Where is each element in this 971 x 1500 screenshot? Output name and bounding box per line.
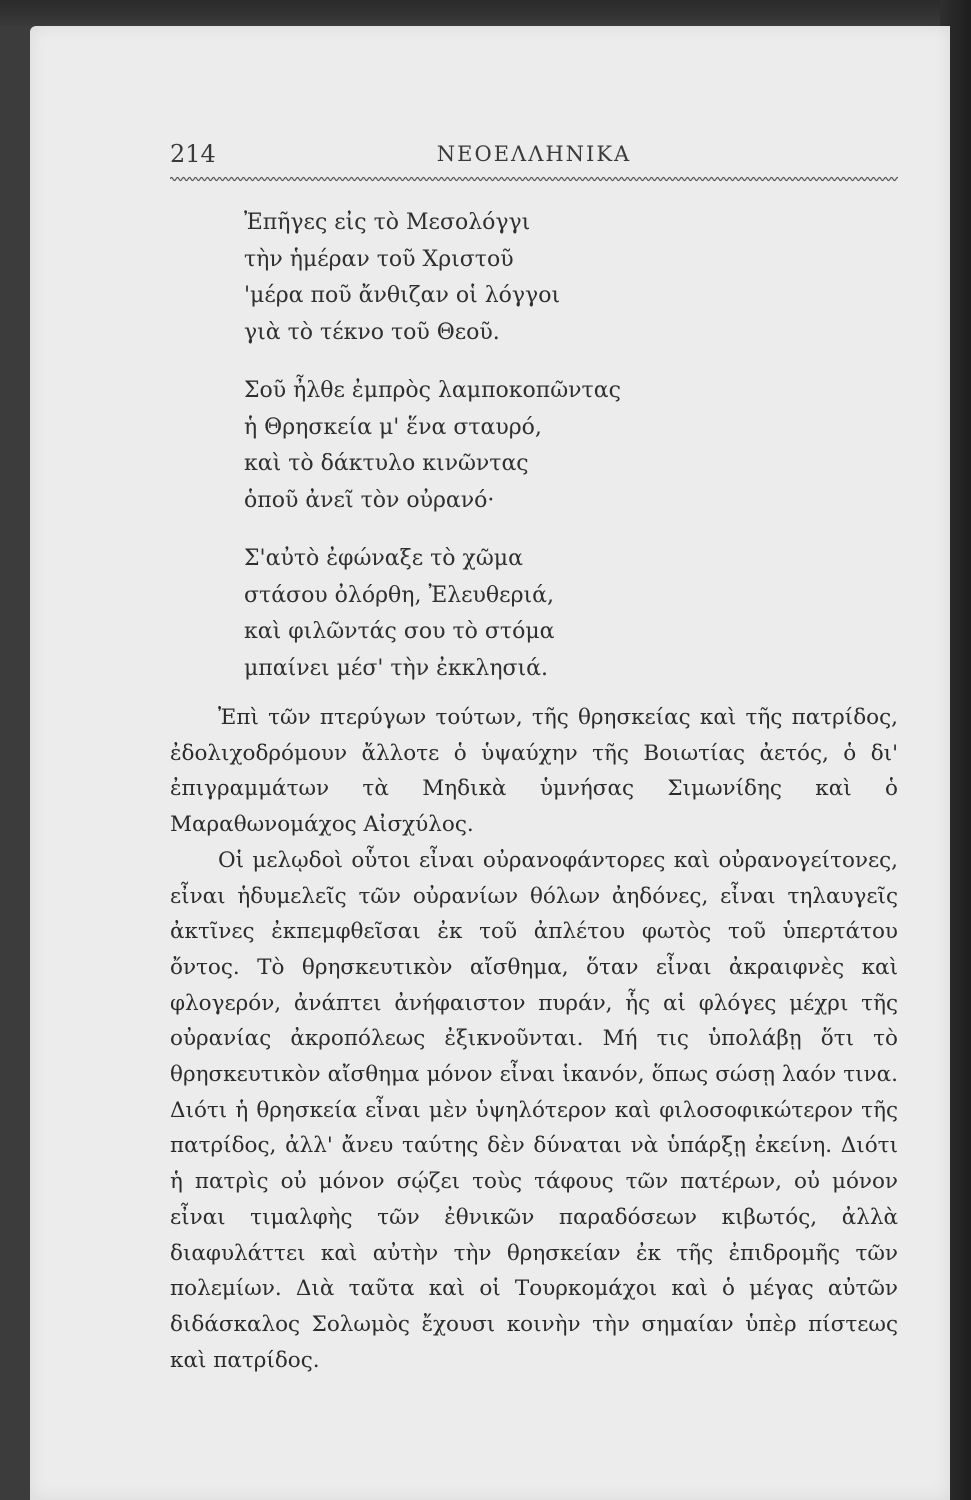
poem-line: Σοῦ ἦλθε ἐμπρὸς λαμποκοπῶντας: [244, 378, 621, 403]
page-header: [170, 140, 898, 176]
prose-body: [170, 700, 898, 1378]
poem-line: ἡ Θρησκεία μ' ἕνα σταυρό,: [244, 414, 542, 440]
poem-line: 'μέρα ποῦ ἄνθιζαν οἱ λόγγοι: [244, 283, 561, 308]
poem-line: μπαίνει μέσ' τὴν ἐκκλησιά.: [244, 655, 549, 681]
paragraph: Οἱ μελῳδοὶ οὗτοι εἶναι οὐρανοφάντορες καὶ οὐρανογείτονες, εἶναι ἡδυμελεῖς τῶν οὐρανίων θόλων ἀηδόνες, εἶναι τηλαυγεῖς ἀκτῖνες ἐκπεμφθεῖσαι ἐκ τοῦ ἀπλέτου φωτὸς τοῦ ὑπερτάτου ὄντος. Τὸ θρησκευτικὸν αἴσθημα, ὅταν εἶναι ἀκραιφνὲς καὶ φλογερόν, ἀνάπτει ἀνήφαιστον πυράν, ἧς αἱ φλόγες μέχρι τῆς οὐρανίας ἀκροπόλεως ἐξικνοῦνται. Μή τις ὑπολάβῃ ὅτι τὸ θρησκευτικὸν αἴσθημα μόνον εἶναι ἱκανόν, ὅπως σώσῃ λαόν τινα. Διότι ἡ θρησκεία εἶναι μὲν ὑψηλότερον καὶ φιλοσοφικώτερον τῆς πατρίδος, ἀλλ' ἄνευ ταύτης δὲν δύναται νὰ ὑπάρξῃ ἐκείνη. Διότι ἡ πατρὶς οὐ μόνον σῴζει τοὺς τάφους τῶν πατέρων, οὐ μόνον εἶναι τιμαλφὴς τῶν ἐθνικῶν παραδόσεων κιβωτός, ἀλλὰ διαφυλάττει καὶ αὐτὴν τὴν θρησκείαν ἐκ τῆς ἐπιδρομῆς τῶν πολεμίων. Διὰ ταῦτα καὶ οἱ Τουρκομάχοι καὶ ὁ μέγας αὐτῶν διδάσκαλος Σολωμὸς ἔχουσι κοινὴν τὴν σημαίαν ὑπὲρ πίστεως καὶ πατρίδος.: [170, 847, 898, 1373]
poem-stanza: [244, 205, 804, 351]
poem-stanza: [244, 373, 804, 519]
poem-stanza: [244, 541, 804, 687]
poem: [244, 205, 804, 709]
poem-line: ὁποῦ ἀνεῖ τὸν οὐρανό·: [244, 487, 495, 513]
poem-line: γιὰ τὸ τέκνο τοῦ Θεοῦ.: [244, 319, 500, 345]
poem-line: στάσου ὀλόρθη, Ἐλευθεριά,: [244, 582, 554, 608]
poem-line: Ἐπῆγες εἰς τὸ Μεσολόγγι: [244, 210, 531, 235]
poem-line: καὶ φιλῶντάς σου τὸ στόμα: [244, 619, 555, 644]
running-title: ΝΕΟΕΛΛΗΝΙΚΑ: [436, 142, 632, 166]
paragraph: Ἐπὶ τῶν πτερύγων τούτων, τῆς θρησκείας καὶ τῆς πατρίδος, ἐδολιχοδρόμουν ἄλλοτε ὁ ὑψαύχην τῆς Βοιωτίας ἀετός, ὁ δι' ἐπιγραμμάτων τὰ Μηδικὰ ὑμνήσας Σιμωνίδης καὶ ὁ Μαραθωνομάχος Αἰσχύλος.: [170, 705, 898, 838]
header-wavy-rule: [170, 176, 898, 182]
scan-top-margin: [0, 0, 971, 26]
poem-line: καὶ τὸ δάκτυλο κινῶντας: [244, 451, 529, 476]
poem-line: τὴν ἡμέραν τοῦ Χριστοῦ: [244, 246, 514, 272]
poem-line: Σ'αὐτὸ ἐφώναξε τὸ χῶμα: [244, 546, 523, 571]
page-number: 214: [170, 140, 216, 168]
